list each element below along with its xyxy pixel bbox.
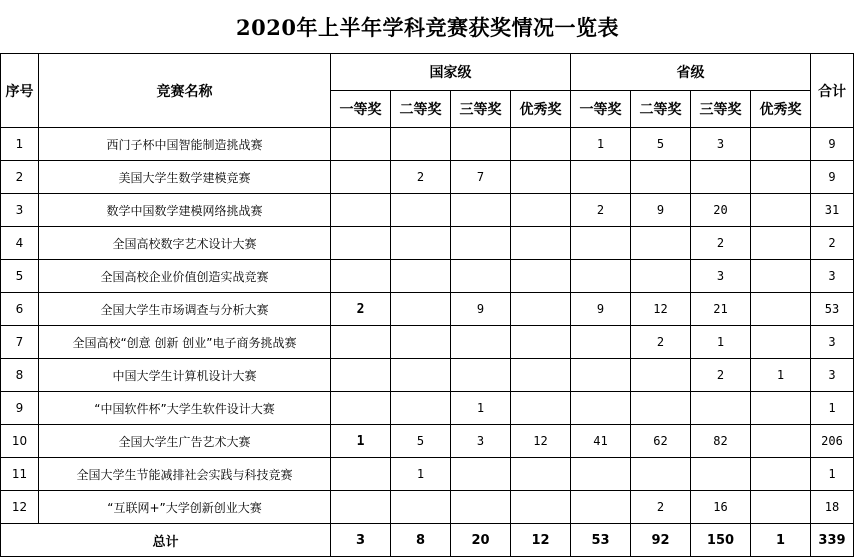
row-provincial-first: 41 <box>571 425 631 458</box>
row-name: 美国大学生数学建模竞赛 <box>39 161 331 194</box>
header-national-first: 一等奖 <box>331 91 391 128</box>
row-provincial-third: 20 <box>691 194 751 227</box>
row-national-second <box>391 491 451 524</box>
row-provincial-second: 62 <box>631 425 691 458</box>
total-national-second: 8 <box>391 524 451 557</box>
row-provincial-second <box>631 458 691 491</box>
table-row <box>1 293 854 326</box>
row-national-excellent <box>511 128 571 161</box>
row-national-first <box>331 326 391 359</box>
row-provincial-second <box>631 227 691 260</box>
row-name: 全国大学生节能减排社会实践与科技竞赛 <box>39 458 331 491</box>
table-row <box>1 260 854 293</box>
table-row <box>1 392 854 425</box>
row-national-third: 3 <box>451 425 511 458</box>
row-name: 数学中国数学建模网络挑战赛 <box>39 194 331 227</box>
row-provincial-excellent <box>751 491 811 524</box>
row-national-excellent <box>511 326 571 359</box>
row-national-first: 1 <box>331 425 391 458</box>
row-provincial-first: 2 <box>571 194 631 227</box>
row-provincial-second: 2 <box>631 326 691 359</box>
header-national-excellent: 优秀奖 <box>511 91 571 128</box>
header-provincial-excellent: 优秀奖 <box>751 91 811 128</box>
row-seq: 9 <box>1 392 39 425</box>
row-national-excellent <box>511 227 571 260</box>
row-seq: 11 <box>1 458 39 491</box>
table-row <box>1 227 854 260</box>
header-total: 合计 <box>811 54 854 128</box>
row-national-second <box>391 194 451 227</box>
row-seq: 1 <box>1 128 39 161</box>
row-national-first <box>331 392 391 425</box>
row-provincial-first <box>571 458 631 491</box>
row-seq: 12 <box>1 491 39 524</box>
row-national-third: 7 <box>451 161 511 194</box>
row-national-third: 9 <box>451 293 511 326</box>
row-provincial-second <box>631 392 691 425</box>
row-name: 中国大学生计算机设计大赛 <box>39 359 331 392</box>
row-national-first <box>331 359 391 392</box>
row-national-third <box>451 194 511 227</box>
row-national-third <box>451 227 511 260</box>
row-provincial-second <box>631 260 691 293</box>
table-row <box>1 491 854 524</box>
row-national-excellent: 12 <box>511 425 571 458</box>
total-national-excellent: 12 <box>511 524 571 557</box>
row-name: 全国高校企业价值创造实战竞赛 <box>39 260 331 293</box>
total-national-third: 20 <box>451 524 511 557</box>
table-row <box>1 194 854 227</box>
row-national-first <box>331 227 391 260</box>
row-national-third <box>451 128 511 161</box>
header-provincial-second: 二等奖 <box>631 91 691 128</box>
header-provincial-first: 一等奖 <box>571 91 631 128</box>
row-total: 9 <box>811 161 854 194</box>
row-national-first <box>331 161 391 194</box>
header-national-third: 三等奖 <box>451 91 511 128</box>
row-national-excellent <box>511 491 571 524</box>
row-national-first <box>331 491 391 524</box>
row-provincial-first <box>571 392 631 425</box>
row-national-first <box>331 194 391 227</box>
row-total: 53 <box>811 293 854 326</box>
header-seq: 序号 <box>1 54 39 128</box>
row-national-excellent <box>511 161 571 194</box>
total-provincial-third: 150 <box>691 524 751 557</box>
total-provincial-second: 92 <box>631 524 691 557</box>
table-row <box>1 161 854 194</box>
row-national-excellent <box>511 293 571 326</box>
row-provincial-first <box>571 359 631 392</box>
row-provincial-first: 9 <box>571 293 631 326</box>
row-provincial-third: 3 <box>691 128 751 161</box>
row-total: 3 <box>811 359 854 392</box>
row-provincial-excellent <box>751 161 811 194</box>
row-total: 3 <box>811 326 854 359</box>
row-provincial-excellent <box>751 425 811 458</box>
row-national-third: 1 <box>451 392 511 425</box>
row-provincial-third: 1 <box>691 326 751 359</box>
row-national-first <box>331 128 391 161</box>
row-provincial-third <box>691 458 751 491</box>
row-provincial-second: 2 <box>631 491 691 524</box>
header-provincial: 省级 <box>571 54 811 91</box>
row-provincial-first <box>571 227 631 260</box>
row-national-first: 2 <box>331 293 391 326</box>
row-national-third <box>451 326 511 359</box>
row-name: 西门子杯中国智能制造挑战赛 <box>39 128 331 161</box>
row-national-excellent <box>511 260 571 293</box>
table-row <box>1 425 854 458</box>
row-total: 31 <box>811 194 854 227</box>
header-provincial-third: 三等奖 <box>691 91 751 128</box>
row-provincial-first <box>571 260 631 293</box>
row-total: 3 <box>811 260 854 293</box>
row-national-second: 5 <box>391 425 451 458</box>
row-name: 全国大学生市场调查与分析大赛 <box>39 293 331 326</box>
row-provincial-second: 12 <box>631 293 691 326</box>
row-national-third <box>451 359 511 392</box>
row-national-excellent <box>511 359 571 392</box>
row-provincial-excellent <box>751 227 811 260</box>
row-national-first <box>331 260 391 293</box>
row-national-third <box>451 458 511 491</box>
row-national-third <box>451 260 511 293</box>
awards-table <box>0 53 854 557</box>
total-provincial-excellent: 1 <box>751 524 811 557</box>
row-total: 9 <box>811 128 854 161</box>
row-national-second <box>391 392 451 425</box>
row-provincial-third: 2 <box>691 227 751 260</box>
header-national: 国家级 <box>331 54 571 91</box>
row-provincial-excellent <box>751 326 811 359</box>
row-national-excellent <box>511 392 571 425</box>
row-national-excellent <box>511 194 571 227</box>
row-national-second <box>391 359 451 392</box>
row-provincial-first <box>571 491 631 524</box>
row-total: 1 <box>811 392 854 425</box>
row-provincial-excellent <box>751 260 811 293</box>
row-seq: 3 <box>1 194 39 227</box>
row-provincial-third <box>691 161 751 194</box>
total-label: 总计 <box>1 524 331 557</box>
row-seq: 8 <box>1 359 39 392</box>
row-provincial-first <box>571 326 631 359</box>
row-total: 1 <box>811 458 854 491</box>
row-provincial-second: 9 <box>631 194 691 227</box>
row-national-second <box>391 260 451 293</box>
header-national-second: 二等奖 <box>391 91 451 128</box>
row-national-third <box>451 491 511 524</box>
row-provincial-third: 16 <box>691 491 751 524</box>
row-national-second <box>391 293 451 326</box>
row-total: 18 <box>811 491 854 524</box>
page-title: 2020年上半年学科竞赛获奖情况一览表 <box>236 14 619 40</box>
row-provincial-first <box>571 161 631 194</box>
table-row <box>1 359 854 392</box>
row-national-first <box>331 458 391 491</box>
table-row <box>1 128 854 161</box>
row-provincial-second <box>631 359 691 392</box>
row-seq: 2 <box>1 161 39 194</box>
row-provincial-first: 1 <box>571 128 631 161</box>
row-national-second: 1 <box>391 458 451 491</box>
row-provincial-excellent <box>751 194 811 227</box>
row-provincial-second: 5 <box>631 128 691 161</box>
total-provincial-first: 53 <box>571 524 631 557</box>
row-provincial-excellent: 1 <box>751 359 811 392</box>
table-row <box>1 326 854 359</box>
table-row <box>1 458 854 491</box>
grand-total: 339 <box>811 524 854 557</box>
row-name: 全国高校数字艺术设计大赛 <box>39 227 331 260</box>
row-seq: 7 <box>1 326 39 359</box>
row-provincial-third: 82 <box>691 425 751 458</box>
row-national-excellent <box>511 458 571 491</box>
row-provincial-excellent <box>751 392 811 425</box>
row-name: “中国软件杯”大学生软件设计大赛 <box>39 392 331 425</box>
row-provincial-excellent <box>751 128 811 161</box>
row-provincial-third: 3 <box>691 260 751 293</box>
total-national-first: 3 <box>331 524 391 557</box>
row-national-second: 2 <box>391 161 451 194</box>
row-provincial-third: 21 <box>691 293 751 326</box>
row-provincial-third <box>691 392 751 425</box>
row-national-second <box>391 326 451 359</box>
row-provincial-second <box>631 161 691 194</box>
row-name: “互联网+”大学创新创业大赛 <box>39 491 331 524</box>
row-total: 206 <box>811 425 854 458</box>
row-name: 全国大学生广告艺术大赛 <box>39 425 331 458</box>
header-name: 竞赛名称 <box>39 54 331 128</box>
row-national-second <box>391 227 451 260</box>
row-national-second <box>391 128 451 161</box>
row-total: 2 <box>811 227 854 260</box>
row-provincial-excellent <box>751 458 811 491</box>
row-seq: 4 <box>1 227 39 260</box>
row-provincial-excellent <box>751 293 811 326</box>
row-seq: 10 <box>1 425 39 458</box>
row-provincial-third: 2 <box>691 359 751 392</box>
row-seq: 6 <box>1 293 39 326</box>
row-name: 全国高校“创意 创新 创业”电子商务挑战赛 <box>39 326 331 359</box>
row-seq: 5 <box>1 260 39 293</box>
